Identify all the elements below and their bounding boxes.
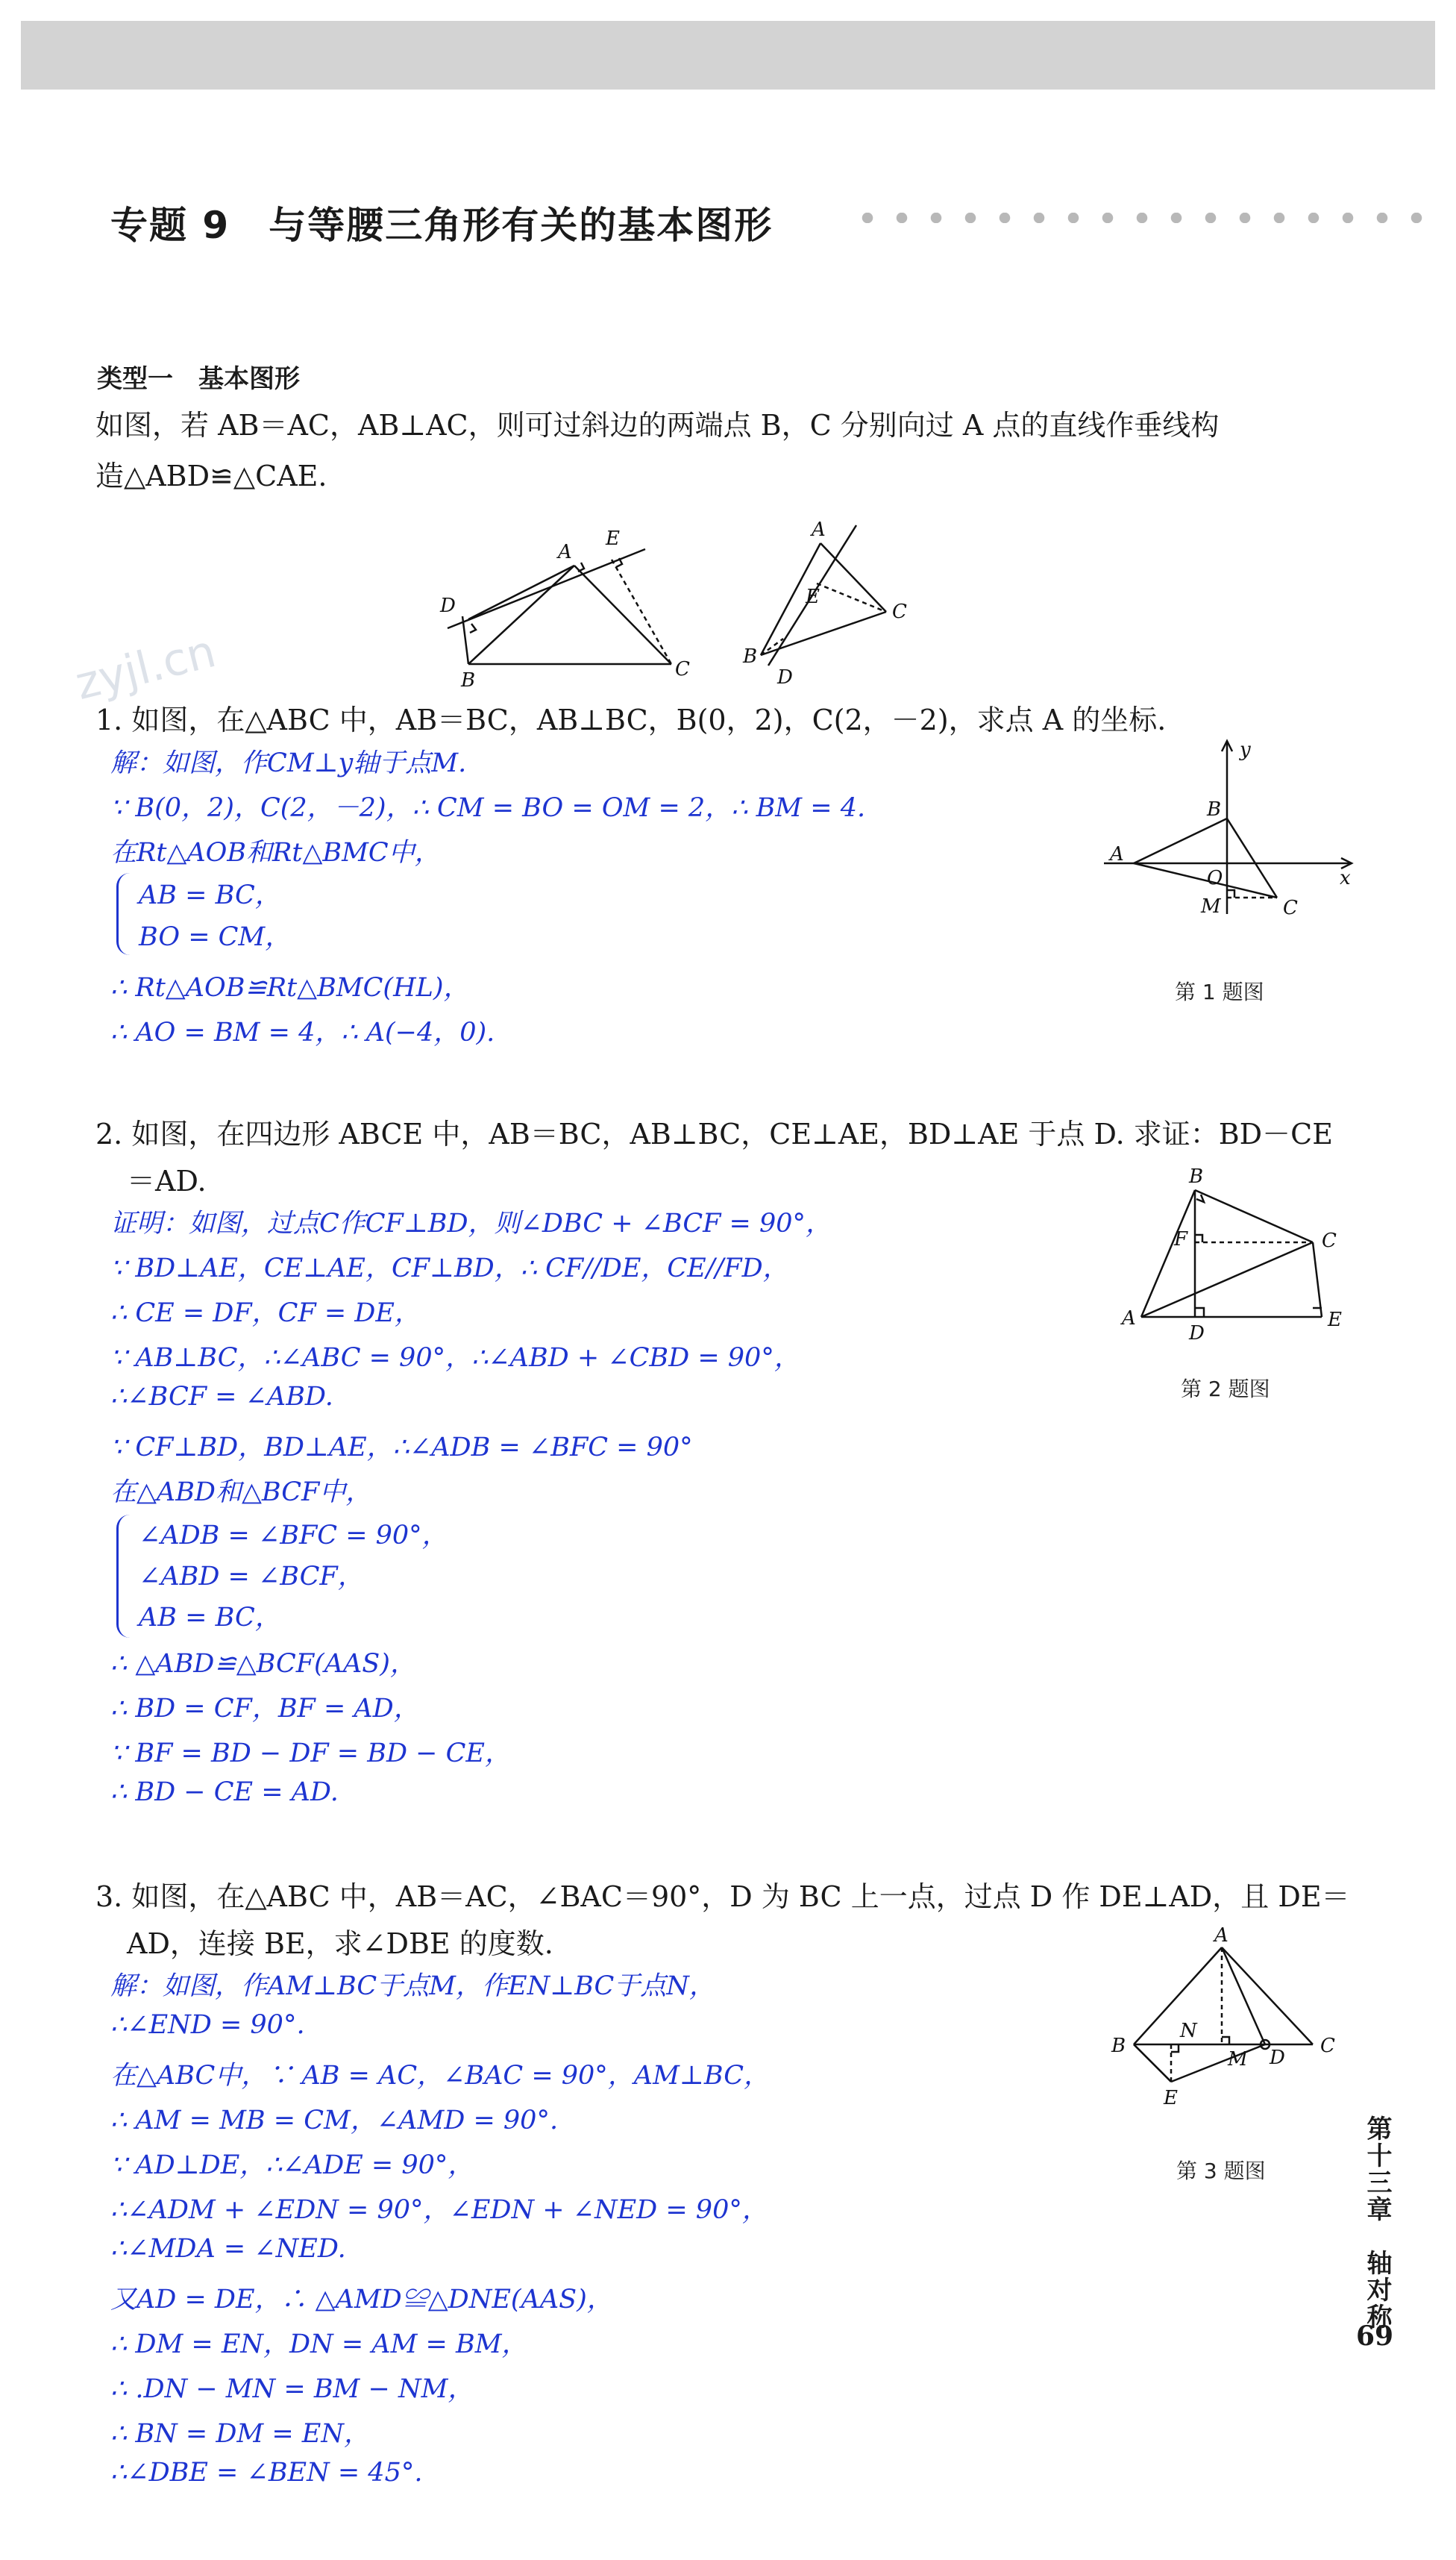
- figure-1-caption: 第 1 题图: [1175, 980, 1264, 1004]
- p1-sol-1: ∵ B(0，2)，C(2，－2)，∴ CM = BO = OM = 2，∴ BM = 4.: [110, 793, 866, 823]
- chapter-side-label: 第十三章 轴对称: [1362, 2115, 1392, 2330]
- p2-sol-3: ∵ AB⊥BC，∴∠ABC = 90°，∴∠ABD + ∠CBD = 90°，: [110, 1343, 800, 1373]
- figure-1: [1096, 735, 1365, 936]
- section-heading: 类型一 基本图形: [97, 364, 300, 394]
- fig0r-label-c: C: [892, 601, 907, 623]
- p2-sol-13: ∴ BD − CE = AD.: [110, 1777, 339, 1807]
- p2-brace: [116, 1515, 134, 1638]
- fig2-label-f: F: [1174, 1228, 1188, 1251]
- fig2-label-d: D: [1189, 1322, 1205, 1345]
- fig3-label-a: A: [1214, 1925, 1228, 1947]
- p2-sol-10: ∴ △ABD≌△BCF(AAS)，: [110, 1649, 416, 1679]
- p3-sol-9: ∴ .DN − MN = BM − NM，: [110, 2374, 474, 2404]
- fig3-label-b: B: [1111, 2035, 1126, 2057]
- fig2-label-b: B: [1189, 1165, 1204, 1188]
- p3-sol-7: 又AD = DE，∴ △AMD≌△DNE(AAS)，: [110, 2285, 613, 2315]
- p1-sol-6: ∴ AO = BM = 4，∴ A(−4，0).: [110, 1018, 495, 1048]
- intro-line-1: 如图，若 AB＝AC，AB⊥AC，则可过斜边的两端点 B，C 分别向过 A 点的直线作垂线构: [95, 409, 1220, 442]
- fig3-label-e: E: [1164, 2087, 1178, 2109]
- p3-sol-1: ∴∠END = 90°.: [110, 2010, 305, 2040]
- p3-sol-6: ∴∠MDA = ∠NED.: [110, 2234, 346, 2264]
- p1-sol-4: BO = CM，: [139, 922, 292, 952]
- intro-line-2: 造△ABD≌△CAE.: [95, 460, 327, 492]
- figure-3: [1096, 1925, 1365, 2134]
- p2-sol-1: ∵ BD⊥AE，CE⊥AE，CF⊥BD，∴ CF//DE，CE//FD，: [110, 1254, 789, 1283]
- title-dot-row: [850, 213, 1440, 223]
- problem-1-text: 1. 如图，在△ABC 中，AB＝BC，AB⊥BC，B(0，2)，C(2，－2)，求点 A 的坐标.: [95, 704, 1167, 736]
- fig3-label-m: M: [1228, 2048, 1248, 2071]
- fig0r-label-d: D: [777, 666, 793, 689]
- intro-figure: [433, 507, 1000, 694]
- fig3-label-n: N: [1180, 2020, 1197, 2042]
- fig1-label-c: C: [1283, 897, 1298, 919]
- p2-sol-9: AB = BC，: [139, 1603, 281, 1633]
- watermark: zyjl.cn: [70, 625, 222, 710]
- p1-brace: [116, 873, 134, 955]
- fig1-label-y: y: [1240, 739, 1251, 761]
- fig1-label-m: M: [1201, 895, 1221, 918]
- figure-3-caption: 第 3 题图: [1176, 2159, 1266, 2183]
- top-scan-band: [21, 21, 1435, 90]
- fig2-label-a: A: [1122, 1307, 1136, 1330]
- figure-2-caption: 第 2 题图: [1181, 1377, 1270, 1401]
- figure-2: [1111, 1160, 1365, 1347]
- p2-sol-2: ∴ CE = DF，CF = DE，: [110, 1298, 421, 1328]
- fig0-label-b: B: [461, 669, 476, 692]
- p2-sol-5: ∵ CF⊥BD，BD⊥AE，∴∠ADB = ∠BFC = 90°: [110, 1433, 693, 1462]
- p1-sol-0: 解：如图，作CM⊥y轴于点M.: [110, 748, 467, 778]
- p3-sol-3: ∴ AM = MB = CM，∠AMD = 90°.: [110, 2106, 559, 2135]
- p3-sol-8: ∴ DM = EN，DN = AM = BM，: [110, 2329, 528, 2359]
- p2-sol-7: ∠ADB = ∠BFC = 90°，: [139, 1521, 448, 1550]
- fig2-label-c: C: [1322, 1230, 1337, 1252]
- p3-sol-2: 在△ABC中，∵ AB = AC，∠BAC = 90°，AM⊥BC，: [110, 2061, 770, 2091]
- fig0r-label-e: E: [806, 586, 820, 608]
- p1-sol-3: AB = BC，: [139, 880, 281, 910]
- fig0-label-e: E: [606, 528, 620, 550]
- fig0-label-d: D: [440, 595, 456, 617]
- line-ad: [468, 566, 574, 619]
- fig0-label-a: A: [558, 541, 572, 563]
- line-through-a: [448, 549, 645, 628]
- problem-3-text-2: AD，连接 BE，求∠DBE 的度数.: [127, 1927, 553, 1960]
- p2-sol-6: 在△ABD和△BCF中，: [110, 1477, 372, 1507]
- fig1-label-x: x: [1340, 867, 1351, 889]
- fig1-label-b: B: [1207, 798, 1222, 821]
- fig3-label-c: C: [1320, 2035, 1335, 2057]
- p2-sol-12: ∵ BF = BD − DF = BD − CE，: [110, 1739, 511, 1768]
- p2-sol-8: ∠ABD = ∠BCF，: [139, 1562, 364, 1592]
- p3-sol-0: 解：如图，作AM⊥BC于点M，作EN⊥BC于点N，: [110, 1971, 715, 2001]
- page-number: 69: [1356, 2320, 1394, 2352]
- p2-sol-4: ∴∠BCF = ∠ABD.: [110, 1382, 333, 1412]
- page-title: 专题 9 与等腰三角形有关的基本图形: [110, 204, 774, 247]
- fig0r-label-a: A: [812, 519, 826, 541]
- p3-sol-4: ∵ AD⊥DE，∴∠ADE = 90°，: [110, 2150, 474, 2180]
- problem-2-text-2: ＝AD.: [127, 1165, 207, 1198]
- fig3-label-d: D: [1270, 2047, 1285, 2069]
- p2-sol-11: ∴ BD = CF，BF = AD，: [110, 1694, 420, 1724]
- fig2-label-e: E: [1328, 1309, 1342, 1331]
- fig0r-label-b: B: [743, 645, 758, 668]
- problem-3-text-1: 3. 如图，在△ABC 中，AB＝AC，∠BAC＝90°，D 为 BC 上一点，过点 D 作 DE⊥AD，且 DE＝: [95, 1880, 1350, 1913]
- p1-sol-5: ∴ Rt△AOB≌Rt△BMC(HL)，: [110, 973, 470, 1003]
- problem-2-text-1: 2. 如图，在四边形 ABCE 中，AB＝BC，AB⊥BC，CE⊥AE，BD⊥AE 于点 D. 求证：BD－CE: [95, 1118, 1333, 1151]
- p1-sol-2: 在Rt△AOB和Rt△BMC中，: [110, 838, 441, 868]
- fig1-label-o: O: [1207, 867, 1223, 889]
- p3-sol-10: ∴ BN = DM = EN，: [110, 2419, 370, 2449]
- p2-sol-0: 证明：如图，过点C作CF⊥BD，则∠DBC + ∠BCF = 90°，: [110, 1209, 832, 1239]
- fig0-label-c: C: [675, 658, 690, 680]
- p3-sol-5: ∴∠ADM + ∠EDN = 90°，∠EDN + ∠NED = 90°，: [110, 2195, 768, 2225]
- p3-sol-11: ∴∠DBE = ∠BEN = 45°.: [110, 2458, 423, 2488]
- fig1-label-a: A: [1110, 843, 1124, 866]
